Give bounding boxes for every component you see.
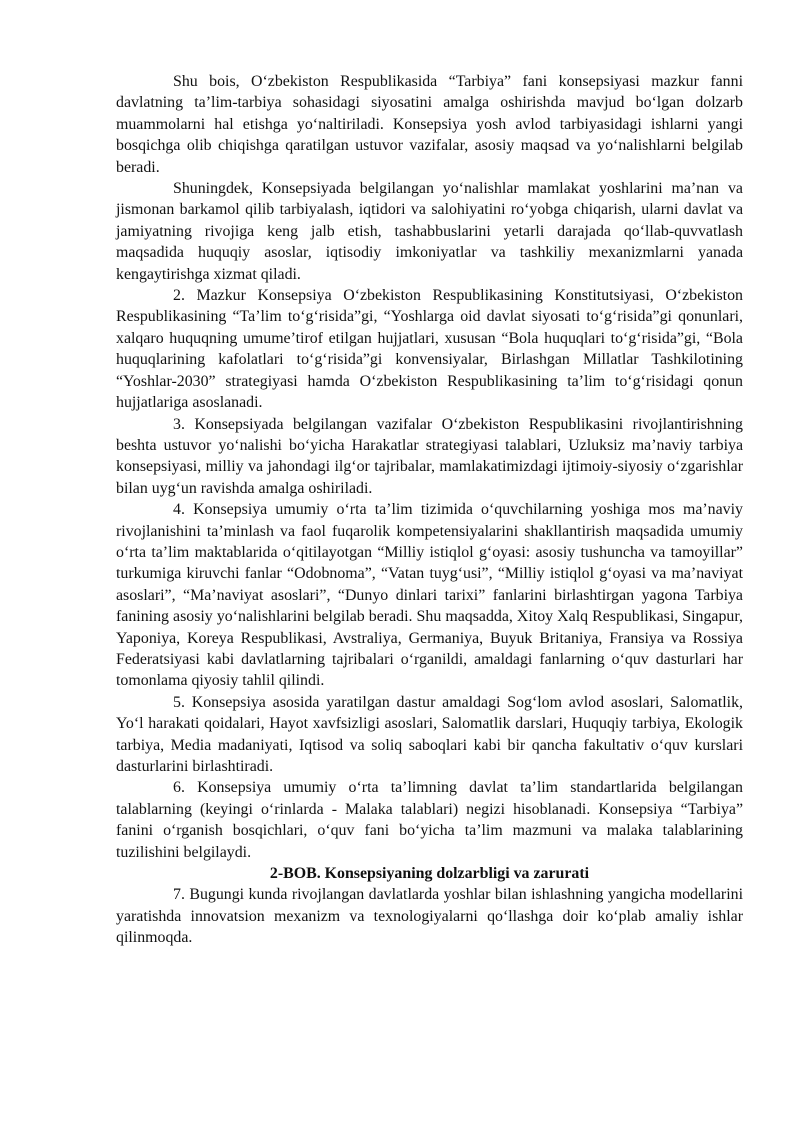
paragraph-7: 7. Bugungi kunda rivojlangan davlatlarda yoshlar bilan ishlashning yangicha modellarini yaratishda innovatsion mexanizm va texnologiyalarni qo‘llashga doir ko‘plab amaliy ishlar qilinmoqda. [116, 886, 743, 947]
chapter-heading: 2-BOB. Konsepsiyaning dolzarbligi va zarurati [269, 865, 590, 883]
paragraph-6: 6. Konsepsiya umumiy o‘rta ta’limning davlat ta’lim standartlarida belgilangan talablarning (keyingi o‘rinlarda - Malaka talablari) negizi hisoblanadi. Konsepsiya “Tarbiya” fanini o‘rganish bosqichlari, o‘quv fani bo‘yicha ta’lim mazmuni va malaka talablarining tuzilishini belgilaydi. [116, 779, 743, 861]
paragraph-intro: Shu bois, O‘zbekiston Respublikasida “Tarbiya” fani konsepsiyasi mazkur fanni davlatning ta’lim-tarbiya sohasidagi siyosatini amalga oshirishda mavjud bo‘lgan dolzarb muammolarni hal etishga yo‘naltiriladi. Konsepsiya yosh avlod tarbiyasidagi ishlarni yangi bosqichga olib chiqishga qaratilgan ustuvor vazifalar, asosiy maqsad va yo‘nalishlarni belgilab beradi. [116, 73, 743, 176]
paragraph-3: 3. Konsepsiyada belgilangan vazifalar O‘zbekiston Respublikasini rivojlantirishning beshta ustuvor yo‘nalishi bo‘yicha Harakatlar strategiyasi talablari, Uzluksiz ma’naviy tarbiya konsepsiyasi, milliy va jahondagi ilg‘or tajribalar, mamlakatimizdagi ijtimoiy-siyosiy o‘zgarishlar bilan uyg‘un ravishda amalga oshiriladi. [116, 415, 743, 497]
paragraph-2: 2. Mazkur Konsepsiya O‘zbekiston Respublikasining Konstitutsiyasi, O‘zbekiston Respublikasining “Ta’lim to‘g‘risida”gi, “Yoshlarga oid davlat siyosati to‘g‘risida”gi qonunlari, xalqaro huquqning umume’tirof etilgan hujjatlari, xususan “Bola huquqlari to‘g‘risida”gi, “Bola huquqlarining kafolatlari to‘g‘risida”gi konvensiyalar, Birlashgan Millatlar Tashkilotining “Yoshlar-2030” strategiyasi hamda O‘zbekiston Respublikasining ta’lim to‘g‘risidagi qonun hujjatlariga asoslanadi. [116, 287, 743, 412]
paragraph-directions: Shuningdek, Konsepsiyada belgilangan yo‘nalishlar mamlakat yoshlarini ma’nan va jismonan barkamol qilib tarbiyalash, iqtidori va salohiyatini ro‘yobga chiqarish, ularni davlat va jamiyatning rivojiga keng jalb etish, tashabbuslarini yetarli darajada qo‘llab-quvvatlash maqsadida huquqiy asoslar, iqtisodiy imkoniyatlar va tashkiliy mexanizmlarni yanada kengaytirishga xizmat qiladi. [116, 180, 743, 283]
paragraph-5: 5. Konsepsiya asosida yaratilgan dastur amaldagi Sog‘lom avlod asoslari, Salomatlik, Yo‘l harakati qoidalari, Hayot xavfsizligi asoslari, Salomatlik darslari, Huquqiy tarbiya, Ekologik tarbiya, Media madaniyati, Iqtisod va soliq saboqlari kabi bir qancha fakultativ o‘quv kurslari dasturlarini birlashtiradi. [116, 693, 743, 775]
paragraph-4: 4. Konsepsiya umumiy o‘rta ta’lim tizimida o‘quvchilarning yoshiga mos ma’naviy rivojlanishini ta’minlash va faol fuqarolik kompetensiyalarini shakllantirish maqsadida umumiy o‘rta ta’lim maktablarida o‘qitilayotgan “Milliy istiqlol g‘oyasi: asosiy tushuncha va tamoyillar” turkumiga kiruvchi fanlar “Odobnoma”, “Vatan tuyg‘usi”, “Milliy istiqlol g‘oyasi va ma’naviyat asoslari”, “Ma’naviyat asoslari”, “Dunyo dinlari tarixi” fanlarini birlashtirgan yagona Tarbiya fanining asosiy yo‘nalishlarini belgilab beradi. Shu maqsadda, Xitoy Xalq Respublikasi, Singapur, Yaponiya, Koreya Respublikasi, Avstraliya, Germaniya, Buyuk Britaniya, Fransiya va Rossiya Federatsiyasi kabi davlatlarning tajribalari o‘rganildi, amaldagi fanlarning o‘quv dasturlari har tomonlama qiyosiy tahlil qilindi. [116, 501, 743, 690]
